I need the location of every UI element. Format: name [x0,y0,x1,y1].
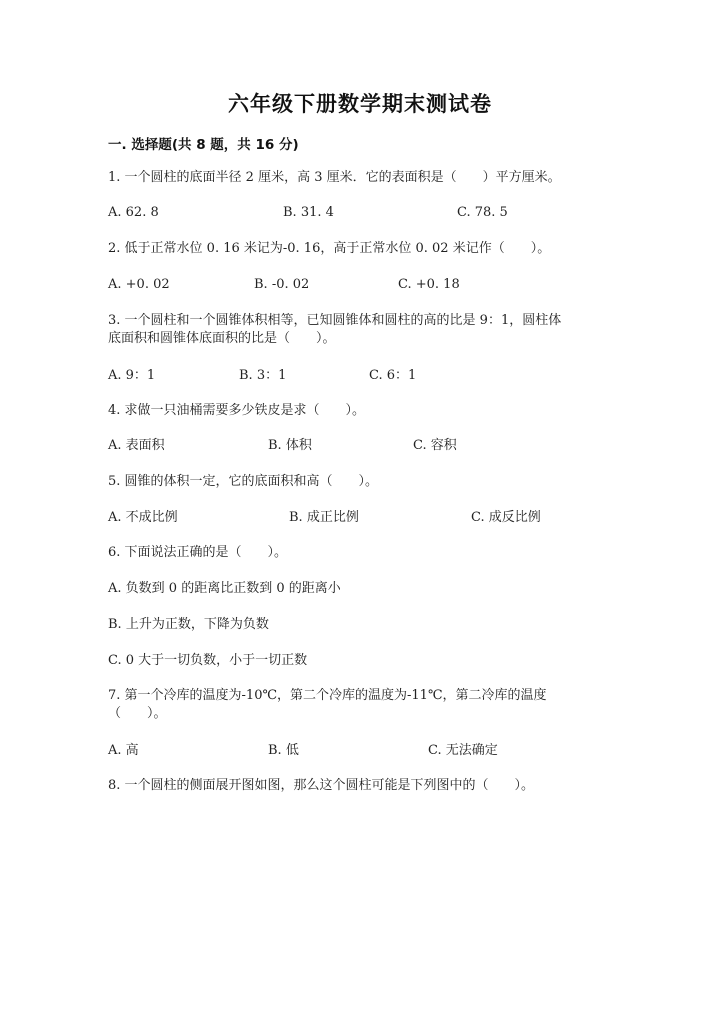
question-5-option-c: C. 成反比例 [471,510,541,525]
question-2-option-c: C. +0. 18 [398,277,460,292]
question-7-option-c: C. 无法确定 [428,743,498,758]
question-5-option-b: B. 成正比例 [289,510,359,525]
question-6-text: 6. 下面说法正确的是（ ）。 [108,545,288,560]
question-3-option-c: C. 6：1 [369,368,417,383]
question-3-text-line2: 底面积和圆锥体底面积的比是（ ）。 [108,331,336,346]
question-8-text: 8. 一个圆柱的侧面展开图如图，那么这个圆柱可能是下列图中的（ ）。 [108,778,535,793]
question-2-option-a: A. +0. 02 [108,277,170,292]
question-3-text-line1: 3. 一个圆柱和一个圆锥体积相等，已知圆锥体和圆柱的高的比是 9：1，圆柱体 [108,313,562,328]
question-7-option-a: A. 高 [108,743,139,758]
question-2-text: 2. 低于正常水位 0. 16 米记为-0. 16，高于正常水位 0. 02 米记作（ ）。 [108,241,551,256]
question-3-option-b: B. 3：1 [239,368,287,383]
question-7-option-b: B. 低 [268,743,299,758]
question-5-option-a: A. 不成比例 [108,510,178,525]
page-title: 六年级下册数学期末测试卷 [228,92,492,116]
question-4-text: 4. 求做一只油桶需要多少铁皮是求（ ）。 [108,403,366,418]
question-4-option-b: B. 体积 [268,438,312,453]
question-7-text-line1: 7. 第一个冷库的温度为-10℃，第二个冷库的温度为-11℃，第二冷库的温度 [108,688,547,703]
question-6-option-c: C. 0 大于一切负数，小于一切正数 [108,653,308,668]
question-1-option-c: C. 78. 5 [457,205,508,220]
question-6-option-a: A. 负数到 0 的距离比正数到 0 的距离小 [108,581,341,596]
question-1-option-a: A. 62. 8 [108,205,159,220]
question-3-option-a: A. 9：1 [108,368,156,383]
question-4-option-c: C. 容积 [413,438,457,453]
question-1-text: 1. 一个圆柱的底面半径 2 厘米，高 3 厘米．它的表面积是（ ）平方厘米。 [108,170,561,185]
question-1-option-b: B. 31. 4 [283,205,334,220]
question-6-option-b: B. 上升为正数，下降为负数 [108,617,269,632]
section-heading: 一. 选择题(共 8 题，共 16 分) [108,137,299,153]
question-2-option-b: B. -0. 02 [254,277,310,292]
question-7-text-line2: （ ）。 [108,706,167,721]
question-5-text: 5. 圆锥的体积一定，它的底面积和高（ ）。 [108,474,379,489]
question-4-option-a: A. 表面积 [108,438,165,453]
